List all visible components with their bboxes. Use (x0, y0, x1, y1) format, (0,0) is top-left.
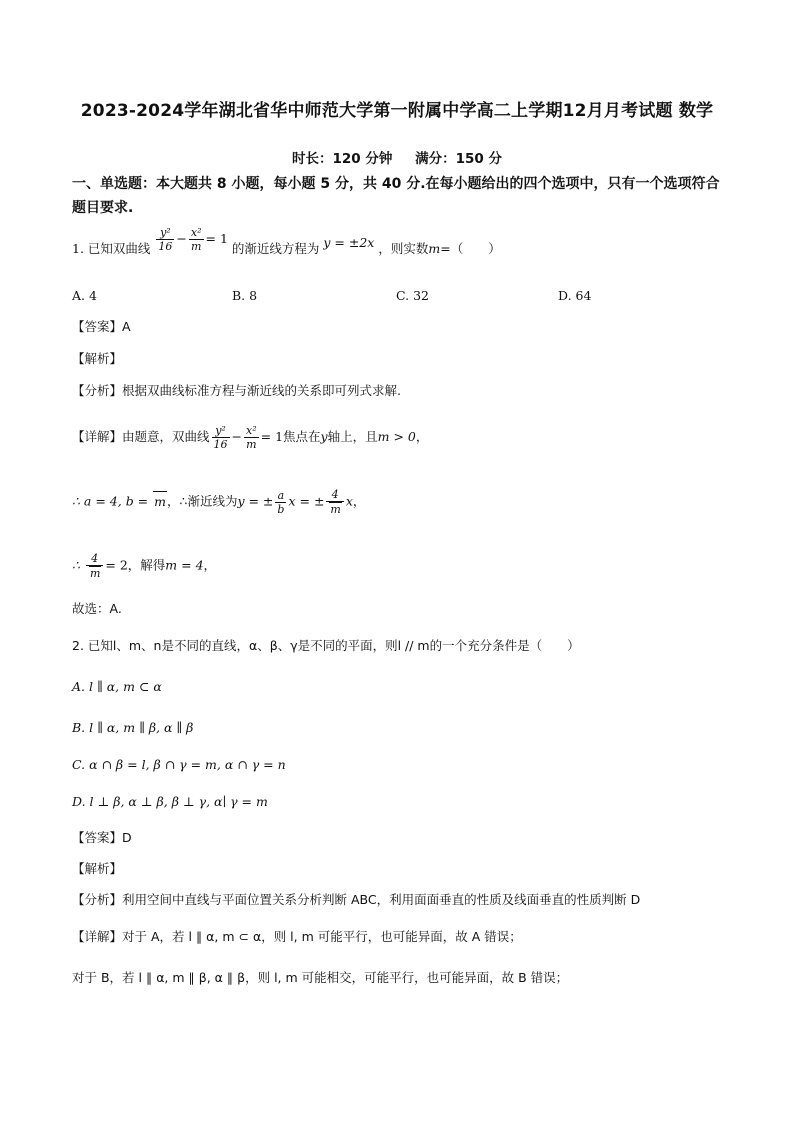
q2-analysis-label: 【解析】 (72, 861, 123, 876)
fraction: $\frac{4}{m}$ (326, 488, 343, 516)
q2-detail-b: 对于 B，若 l ∥ α, m ∥ β, α ∥ β，则 l, m 可能相交，可能平行，也可能异面，故 B 错误； (72, 970, 569, 985)
fraction: $\frac{\text{x²}}{m}$ (246, 424, 257, 451)
fraction: $\frac{\text{y²}}{16}$ (213, 424, 228, 451)
q2-option-c: C. α ∩ β = l, β ∩ γ = m, α ∩ γ = n (72, 757, 286, 772)
q1-answer: 【答案】A (72, 319, 131, 334)
fraction: $\frac{\text{y²}}{16}$ (158, 226, 173, 253)
exam-duration: 时长：120 分钟 (292, 151, 393, 167)
q1-option-b: B. 8 (232, 288, 258, 303)
q1-option-a: A. 4 (72, 288, 97, 303)
q1-step2: ∴ a = 4, b = m，∴渐近线为y = ± $\frac{a}{b}$ x = ± $\frac{4}{m}$ x， (72, 488, 366, 516)
q2-option-d: D. l ⊥ β, α ⊥ β, β ⊥ γ, α∣ γ = m (72, 794, 268, 809)
q1-step3: ∴ $\frac{4}{m}$ = 2，解得m = 4， (72, 552, 217, 580)
q2-option-a: A. l ∥ α, m ⊂ α (72, 679, 162, 694)
q2-option-b: B. l ∥ α, m ∥ β, α ∥ β (72, 720, 194, 735)
exam-score: 满分：150 分 (415, 151, 502, 167)
fraction: $\frac{\text{x²}}{m}$ (190, 226, 202, 253)
section-heading: 一、单选题：本大题共 8 小题，每小题 5 分，共 40 分.在每小题给出的四个选项中，只有一个选项符合题目要求. (72, 176, 720, 216)
q2-detail-a: 【详解】对于 A，若 l ∥ α, m ⊂ α，则 l, m 可能平行，也可能异面，故 A 错误； (72, 929, 522, 944)
fraction: $\frac{a}{b}$ (277, 488, 285, 516)
q1-choose: 故选：A. (72, 601, 122, 616)
q1-analysis-label: 【解析】 (72, 351, 123, 366)
q2-answer: 【答案】D (72, 830, 132, 845)
q1-stem: 1. 已知双曲线 $\frac{\text{y²}}{16}$ − $\frac{\text{x²}}{m}$ = 1 的渐近线方程为 y = ±2x ，则实数m=（ ） (72, 226, 501, 256)
q2-fenxi: 【分析】利用空间中直线与平面位置关系分析判断 ABC，利用面面垂直的性质及线面垂直的性质判断 D (72, 892, 641, 907)
q1-fenxi: 【分析】根据双曲线标准方程与渐近线的关系即可列式求解. (72, 383, 401, 398)
q1-option-d: D. 64 (558, 288, 592, 303)
q1-detail: 【详解】由题意，双曲线 $\frac{\text{y²}}{16}$ − $\frac{\text{x²}}{m}$ = 1焦点在y轴上，且m > 0， (72, 424, 429, 451)
exam-meta (0, 147, 794, 167)
q1-option-c: C. 32 (396, 288, 429, 303)
page-title: 2023-2024学年湖北省华中师范大学第一附属中学高二上学期12月月考试题 数学 (80, 101, 714, 121)
fraction: $\frac{4}{m}$ (86, 552, 103, 580)
q2-stem: 2. 已知l、m、n是不同的直线，α、β、γ是不同的平面，则l // m的一个充分条件是（ ） (72, 638, 580, 653)
